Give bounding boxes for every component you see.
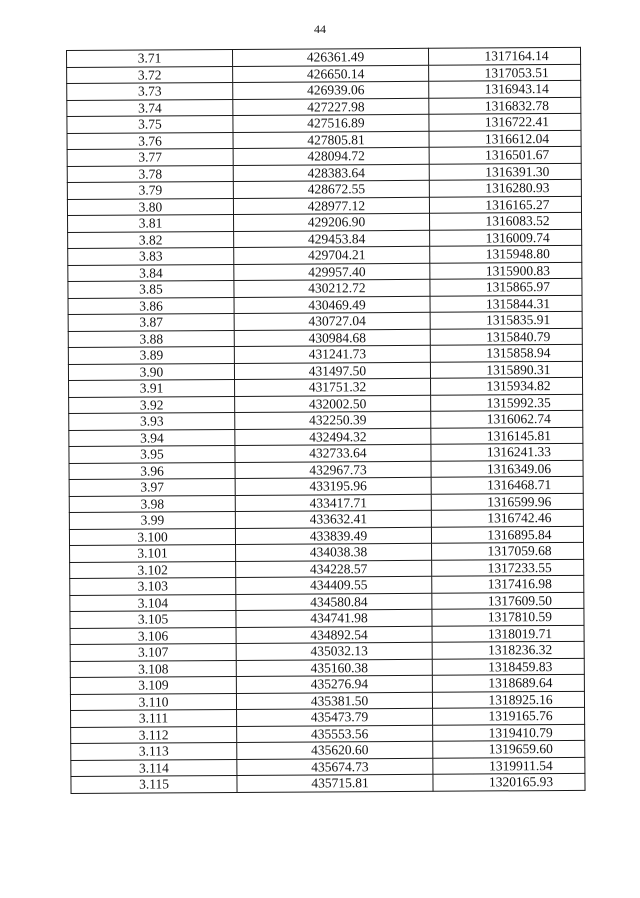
y-coordinate-cell: 1316742.46 xyxy=(431,509,583,526)
x-coordinate-cell: 435276.94 xyxy=(236,675,432,693)
point-id-cell: 3.99 xyxy=(69,511,235,529)
y-coordinate-cell: 1315992.35 xyxy=(431,394,583,411)
y-coordinate-cell: 1318019.71 xyxy=(432,625,584,642)
point-id-cell: 3.84 xyxy=(68,264,234,282)
y-coordinate-cell: 1317416.98 xyxy=(432,575,584,592)
page-number: 44 xyxy=(314,22,326,36)
y-coordinate-cell: 1318689.64 xyxy=(432,674,584,691)
point-id-cell: 3.110 xyxy=(70,693,236,711)
point-id-cell: 3.100 xyxy=(69,528,235,546)
x-coordinate-cell: 426650.14 xyxy=(233,65,429,83)
y-coordinate-cell: 1315934.82 xyxy=(431,377,583,394)
x-coordinate-cell: 435715.81 xyxy=(237,774,433,792)
y-coordinate-cell: 1319165.76 xyxy=(433,707,585,724)
point-id-cell: 3.80 xyxy=(67,198,233,216)
x-coordinate-cell: 429957.40 xyxy=(234,263,430,281)
y-coordinate-cell: 1316832.78 xyxy=(429,97,581,114)
y-coordinate-cell: 1316062.74 xyxy=(431,410,583,427)
y-coordinate-cell: 1316349.06 xyxy=(431,460,583,477)
x-coordinate-cell: 430727.04 xyxy=(234,312,430,330)
point-id-cell: 3.77 xyxy=(67,148,233,166)
y-coordinate-cell: 1315840.79 xyxy=(430,328,582,345)
y-coordinate-cell: 1315858.94 xyxy=(430,344,582,361)
y-coordinate-cell: 1316612.04 xyxy=(429,130,581,147)
x-coordinate-cell: 428672.55 xyxy=(233,180,429,198)
x-coordinate-cell: 427516.89 xyxy=(233,114,429,132)
point-id-cell: 3.82 xyxy=(68,231,234,249)
point-id-cell: 3.73 xyxy=(67,82,233,100)
point-id-cell: 3.85 xyxy=(68,280,234,298)
y-coordinate-cell: 1316943.14 xyxy=(429,80,581,97)
point-id-cell: 3.109 xyxy=(70,676,236,694)
point-id-cell: 3.104 xyxy=(70,594,236,612)
point-id-cell: 3.92 xyxy=(69,396,235,414)
y-coordinate-cell: 1316280.93 xyxy=(429,179,581,196)
point-id-cell: 3.83 xyxy=(68,247,234,265)
x-coordinate-cell: 434580.84 xyxy=(236,593,432,611)
x-coordinate-cell: 431241.73 xyxy=(234,345,430,363)
x-coordinate-cell: 426939.06 xyxy=(233,81,429,99)
x-coordinate-cell: 427805.81 xyxy=(233,131,429,149)
x-coordinate-cell: 435381.50 xyxy=(236,692,432,710)
x-coordinate-cell: 432733.64 xyxy=(235,444,431,462)
y-coordinate-cell: 1315948.80 xyxy=(430,245,582,262)
x-coordinate-cell: 432250.39 xyxy=(235,411,431,429)
y-coordinate-cell: 1316722.41 xyxy=(429,113,581,130)
x-coordinate-cell: 435160.38 xyxy=(236,659,432,677)
point-id-cell: 3.90 xyxy=(68,363,234,381)
x-coordinate-cell: 429453.84 xyxy=(234,230,430,248)
y-coordinate-cell: 1318459.83 xyxy=(432,658,584,675)
point-id-cell: 3.97 xyxy=(69,478,235,496)
y-coordinate-cell: 1316391.30 xyxy=(429,163,581,180)
x-coordinate-cell: 433195.96 xyxy=(235,477,431,495)
y-coordinate-cell: 1320165.93 xyxy=(433,773,585,790)
x-coordinate-cell: 432002.50 xyxy=(235,395,431,413)
point-id-cell: 3.93 xyxy=(69,412,235,430)
y-coordinate-cell: 1319659.60 xyxy=(433,740,585,757)
point-id-cell: 3.112 xyxy=(71,726,237,744)
y-coordinate-cell: 1319911.54 xyxy=(433,757,585,774)
x-coordinate-cell: 429206.90 xyxy=(234,213,430,231)
point-id-cell: 3.88 xyxy=(68,330,234,348)
y-coordinate-cell: 1315844.31 xyxy=(430,295,582,312)
x-coordinate-cell: 435032.13 xyxy=(236,642,432,660)
x-coordinate-cell: 430212.72 xyxy=(234,279,430,297)
y-coordinate-cell: 1318236.32 xyxy=(432,641,584,658)
x-coordinate-cell: 428383.64 xyxy=(233,164,429,182)
x-coordinate-cell: 435473.79 xyxy=(237,708,433,726)
x-coordinate-cell: 428977.12 xyxy=(233,197,429,215)
x-coordinate-cell: 435674.73 xyxy=(237,758,433,776)
x-coordinate-cell: 430984.68 xyxy=(234,329,430,347)
x-coordinate-cell: 430469.49 xyxy=(234,296,430,314)
y-coordinate-cell: 1317053.51 xyxy=(429,64,581,81)
x-coordinate-cell: 434741.98 xyxy=(236,609,432,627)
y-coordinate-cell: 1315865.97 xyxy=(430,278,582,295)
point-id-cell: 3.95 xyxy=(69,445,235,463)
point-id-cell: 3.74 xyxy=(67,99,233,117)
coordinates-table xyxy=(66,47,586,794)
x-coordinate-cell: 434892.54 xyxy=(236,626,432,644)
x-coordinate-cell: 433632.41 xyxy=(235,510,431,528)
point-id-cell: 3.98 xyxy=(69,495,235,513)
x-coordinate-cell: 428094.72 xyxy=(233,147,429,165)
y-coordinate-cell: 1316468.71 xyxy=(431,476,583,493)
x-coordinate-cell: 433839.49 xyxy=(235,527,431,545)
point-id-cell: 3.87 xyxy=(68,313,234,331)
point-id-cell: 3.71 xyxy=(67,49,233,67)
point-id-cell: 3.86 xyxy=(68,297,234,315)
point-id-cell: 3.96 xyxy=(69,462,235,480)
x-coordinate-cell: 429704.21 xyxy=(234,246,430,264)
point-id-cell: 3.111 xyxy=(71,709,237,727)
x-coordinate-cell: 426361.49 xyxy=(232,48,428,66)
x-coordinate-cell: 435553.56 xyxy=(237,725,433,743)
y-coordinate-cell: 1316009.74 xyxy=(430,229,582,246)
point-id-cell: 3.106 xyxy=(70,627,236,645)
point-id-cell: 3.79 xyxy=(67,181,233,199)
x-coordinate-cell: 434038.38 xyxy=(236,543,432,561)
y-coordinate-cell: 1318925.16 xyxy=(432,691,584,708)
point-id-cell: 3.108 xyxy=(70,660,236,678)
x-coordinate-cell: 432967.73 xyxy=(235,461,431,479)
x-coordinate-cell: 434409.55 xyxy=(236,576,432,594)
point-id-cell: 3.94 xyxy=(69,429,235,447)
x-coordinate-cell: 431497.50 xyxy=(234,362,430,380)
point-id-cell: 3.78 xyxy=(67,165,233,183)
y-coordinate-cell: 1315900.83 xyxy=(430,262,582,279)
point-id-cell: 3.103 xyxy=(70,577,236,595)
x-coordinate-cell: 432494.32 xyxy=(235,428,431,446)
point-id-cell: 3.105 xyxy=(70,610,236,628)
point-id-cell: 3.81 xyxy=(68,214,234,232)
point-id-cell: 3.107 xyxy=(70,643,236,661)
table-row xyxy=(71,773,585,793)
point-id-cell: 3.72 xyxy=(67,66,233,84)
y-coordinate-cell: 1315890.31 xyxy=(430,361,582,378)
y-coordinate-cell: 1317609.50 xyxy=(432,592,584,609)
point-id-cell: 3.76 xyxy=(67,132,233,150)
point-id-cell: 3.101 xyxy=(70,544,236,562)
point-id-cell: 3.89 xyxy=(68,346,234,364)
y-coordinate-cell: 1319410.79 xyxy=(433,724,585,741)
x-coordinate-cell: 433417.71 xyxy=(235,494,431,512)
coordinates-table-body xyxy=(67,47,586,793)
y-coordinate-cell: 1315835.91 xyxy=(430,311,582,328)
y-coordinate-cell: 1316241.33 xyxy=(431,443,583,460)
point-id-cell: 3.91 xyxy=(69,379,235,397)
x-coordinate-cell: 435620.60 xyxy=(237,741,433,759)
y-coordinate-cell: 1316895.84 xyxy=(431,526,583,543)
point-id-cell: 3.114 xyxy=(71,759,237,777)
y-coordinate-cell: 1317233.55 xyxy=(432,559,584,576)
x-coordinate-cell: 434228.57 xyxy=(236,560,432,578)
point-id-cell: 3.102 xyxy=(70,561,236,579)
y-coordinate-cell: 1316083.52 xyxy=(430,212,582,229)
point-id-cell: 3.115 xyxy=(71,775,237,793)
y-coordinate-cell: 1316145.81 xyxy=(431,427,583,444)
point-id-cell: 3.113 xyxy=(71,742,237,760)
y-coordinate-cell: 1316501.67 xyxy=(429,146,581,163)
y-coordinate-cell: 1317810.59 xyxy=(432,608,584,625)
y-coordinate-cell: 1316599.96 xyxy=(431,493,583,510)
x-coordinate-cell: 427227.98 xyxy=(233,98,429,116)
y-coordinate-cell: 1317164.14 xyxy=(428,47,580,64)
y-coordinate-cell: 1317059.68 xyxy=(432,542,584,559)
y-coordinate-cell: 1316165.27 xyxy=(429,196,581,213)
x-coordinate-cell: 431751.32 xyxy=(235,378,431,396)
point-id-cell: 3.75 xyxy=(67,115,233,133)
